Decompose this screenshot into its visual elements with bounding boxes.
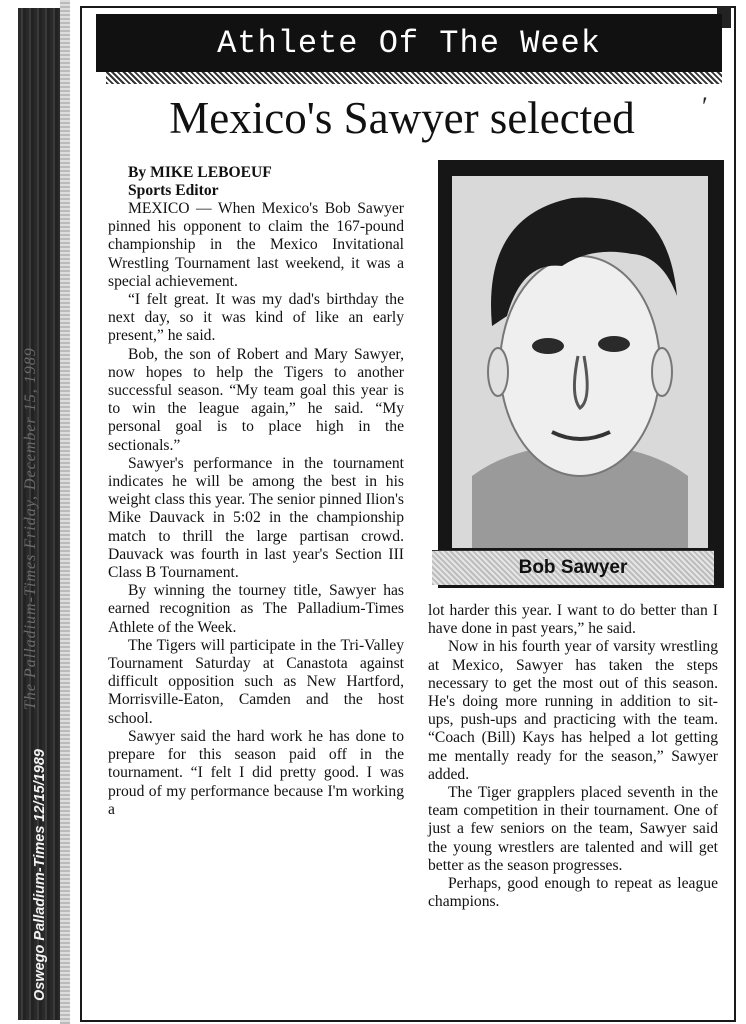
- byline-role: Sports Editor: [128, 182, 219, 199]
- byline-author: By MIKE LEBOEUF: [128, 164, 272, 181]
- paragraph: MEXICO — When Mexico's Bob Sawyer pinned his opponent to claim the 167-pound championship in the Mexico Invitational Wrestling Tournament last weekend, it was a special achievement.: [108, 200, 404, 290]
- photo-caption: [432, 550, 714, 585]
- archive-spine: [0, 0, 68, 1024]
- banner-shadow: [106, 72, 722, 84]
- portrait-illustration: [452, 176, 708, 548]
- paragraph: “I felt great. It was my dad's birthday the next day, so it was kind of like an early present,” he said.: [108, 291, 404, 345]
- paragraph: The Tigers will participate in the Tri-Valley Tournament Saturday at Canastota against difficult opposition such as New Hartford, Morrisville-Eaton, Camden and the host school.: [108, 636, 404, 727]
- headline: Mexico's Sawyer selected: [169, 93, 635, 143]
- article-column-right: [428, 602, 718, 911]
- spine-faded-text: The Palladium-Times Friday, December 15, 1989: [22, 347, 39, 710]
- section-banner: Athlete Of The Week: [96, 14, 722, 72]
- paragraph: Now in his fourth year of varsity wrestling at Mexico, Sawyer has taken the steps necessary to get the most out of this season. He's doing more running in addition to sit-ups, push-ups and practicing with the team. “Coach (Bill) Kays has helped a lot getting me mentally ready for the season,” Sawyer added.: [428, 638, 718, 783]
- paragraph: Sawyer's performance in the tournament indicates he will be among the best in his weight class this year. The senior pinned Ilion's Mike Dauvack in 5:02 in the championship match to thrill the large partisan crowd. Dauvack was fourth in last year's Section III Class B Tournament.: [108, 454, 404, 582]
- spine-light-strip: [60, 0, 70, 1024]
- paragraph: Perhaps, good enough to repeat as league champions.: [428, 875, 718, 911]
- paragraph: lot harder this year. I want to do better than I have done in past years,” he said.: [428, 602, 718, 638]
- paragraph: Sawyer said the hard work he has done to prepare for this season paid off in the tournament. “I felt I did pretty good. I was proud of my performance because I'm working a: [108, 727, 404, 818]
- spine-source-caption: Oswego Palladium-Times 12/15/1989: [32, 749, 48, 1001]
- stray-mark: ′: [702, 92, 708, 121]
- paragraph: Bob, the son of Robert and Mary Sawyer, now hopes to help the Tigers to another successful season. “My team goal this year is to win the league again,” he said. “My personal goal is to place high in the sectionals.”: [108, 345, 404, 454]
- paragraph: The Tiger grapplers placed seventh in the team competition in their tournament. One of just a few seniors on the team, Sawyer said the young wrestlers are talented and will get better as the season progresses.: [428, 784, 718, 874]
- athlete-photo: [452, 176, 708, 548]
- paragraph: By winning the tourney title, Sawyer has earned recognition as The Palladium-Times Athlete of the Week.: [108, 582, 404, 636]
- photo-caption-text: Bob Sawyer: [518, 557, 628, 578]
- article-column-left: [108, 164, 404, 819]
